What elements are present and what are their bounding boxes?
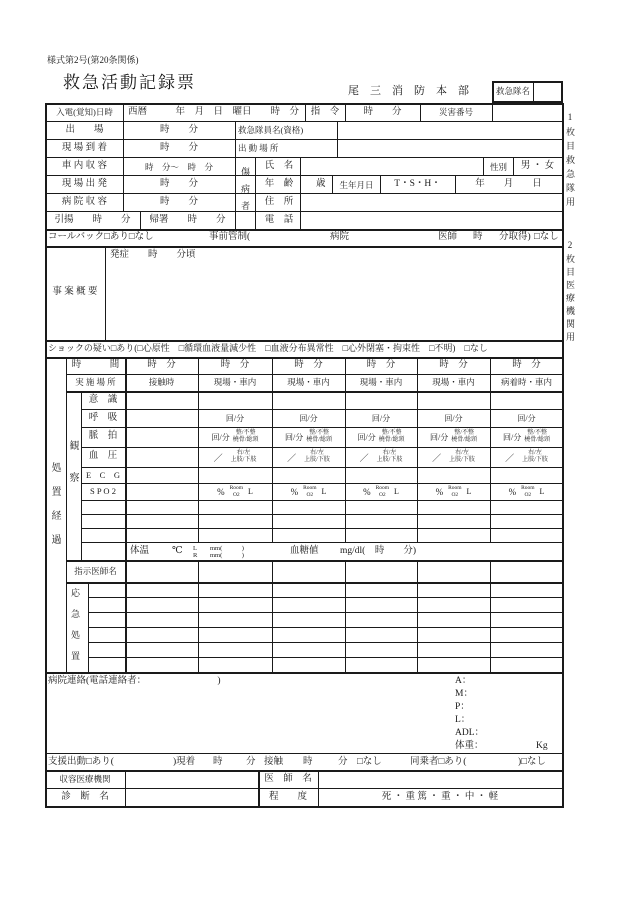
respiration-row-label: 呼 吸	[88, 413, 118, 423]
spo2-liters: L	[539, 487, 545, 496]
glucose-label: 血糖値	[290, 546, 319, 556]
spo2-o2: O2	[524, 491, 532, 498]
vitals-place-col5: 現場・車内	[432, 377, 475, 387]
hospital-arrival-label: 病 院 収 容	[61, 197, 108, 207]
bp-row-label: 血 圧	[88, 451, 118, 461]
grid-line	[88, 627, 564, 628]
grid-line	[345, 560, 346, 672]
pulse-regularity: 整/不整	[309, 430, 329, 437]
spo2-room: Room	[375, 485, 390, 492]
grid-line	[45, 806, 564, 808]
onset-time-field: 発症 時 分頃	[110, 250, 196, 260]
bp-slash: ／	[287, 452, 297, 463]
spo2-room: Room	[448, 485, 462, 492]
pulse-regularity: 整/不整	[527, 430, 547, 437]
call-time-label: 入電(覚知)日時	[56, 107, 113, 117]
resp-unit-col2: 回/分	[225, 414, 245, 423]
grid-line	[45, 103, 47, 808]
temperature-unit: ℃	[172, 546, 183, 556]
pulse-row-label: 脈 拍	[88, 431, 118, 441]
pulse-cell-col3	[272, 427, 345, 447]
grid-line	[533, 81, 534, 103]
grid-line	[88, 657, 564, 658]
hospital-arrival-time-field: 時 分	[159, 197, 198, 207]
grid-line	[45, 340, 564, 342]
grid-line	[81, 528, 564, 529]
weight-unit: Kg	[536, 741, 548, 751]
command-label: 指 令	[310, 107, 340, 117]
page-title: 救急活動記録票	[63, 73, 196, 92]
grid-line	[45, 229, 564, 231]
bp-slash: ／	[432, 452, 442, 463]
support-contact-minute: 分	[338, 757, 348, 767]
patient-era-field: T・S・H・	[394, 179, 441, 189]
margin-note-copy1: 1枚目救急隊用	[565, 112, 575, 211]
grid-line	[81, 542, 564, 543]
grid-line	[198, 560, 199, 672]
bp-side: 右/左	[528, 450, 542, 457]
patient-sex-options: 男 ・ 女	[520, 161, 555, 171]
contact-m-label: M：	[455, 689, 473, 699]
vitals-time-col6: 時 分	[512, 360, 541, 370]
support-none-checkbox: □なし	[357, 757, 382, 767]
first-aid-label: 応急処置	[70, 588, 80, 672]
glucose-unit: mg/dl( 時 分)	[340, 546, 416, 556]
grid-line	[125, 770, 126, 806]
precontrol-label: 事前管制(	[209, 232, 251, 242]
bp-cell-col2	[198, 447, 272, 467]
spo2-liters: L	[466, 487, 472, 496]
observation-label: 観察	[67, 440, 78, 504]
pulse-unit: 回/分	[285, 432, 304, 442]
support-contact-label: 接触	[264, 757, 284, 767]
spo2-liters: L	[248, 487, 253, 496]
pulse-unit: 回/分	[503, 432, 522, 442]
vitals-place-col2: 現場・車内	[213, 377, 257, 387]
vitals-time-label: 時 間	[71, 360, 120, 370]
grid-line	[81, 500, 564, 501]
bp-side: 右/左	[382, 450, 397, 457]
bp-cell-col6	[490, 447, 563, 467]
grid-line	[66, 357, 67, 672]
pulse-site: 橈骨/総頸	[524, 437, 550, 443]
temp-mm2: mm( )	[210, 552, 244, 560]
temp-mm-stack	[210, 545, 244, 559]
patient-sex-label: 性別	[489, 162, 507, 172]
temp-mm1: mm( )	[210, 545, 244, 552]
resp-unit-col4: 回/分	[371, 414, 391, 423]
grid-line	[337, 121, 338, 157]
grid-line	[105, 246, 106, 340]
spo2-liters: L	[394, 487, 399, 496]
vitals-place-col1: 接触時	[148, 377, 175, 387]
disaster-number-label: 災害番号	[438, 107, 473, 117]
bp-slash: ／	[213, 452, 223, 463]
grid-line	[88, 642, 564, 643]
spo2-percent: %	[435, 486, 444, 497]
grid-line	[45, 770, 564, 772]
call-datetime-field: 西暦 年 月 日 曜日 時 分	[128, 107, 300, 117]
bp-slash: ／	[359, 452, 369, 463]
grid-line	[45, 357, 564, 359]
patient-age-unit: 歳	[316, 179, 326, 189]
pulse-unit: 回/分	[357, 432, 376, 442]
spo2-room: Room	[521, 485, 535, 492]
patient-birth-label: 生年月日	[339, 180, 374, 190]
spo2-o2: O2	[232, 491, 240, 498]
withdraw-time-field: 引揚 時 分	[54, 215, 131, 225]
spo2-percent: %	[508, 486, 517, 497]
grid-line	[81, 409, 564, 410]
grid-line	[300, 157, 301, 229]
bp-cell-col5	[417, 447, 490, 467]
pulse-site: 橈骨/総頸	[451, 437, 477, 443]
scene-arrival-time-field: 時 分	[159, 143, 198, 153]
pulse-site: 橈骨/総頸	[232, 437, 259, 443]
grid-line	[123, 103, 124, 211]
grid-line	[255, 157, 256, 229]
grid-line	[235, 121, 236, 229]
pulse-cell-col6	[490, 427, 563, 447]
bp-side: 右/左	[310, 450, 324, 457]
patient-address-label: 住 所	[264, 197, 294, 207]
patient-ymd-field: 年 月 日	[475, 179, 542, 189]
resp-unit-col5: 回/分	[444, 414, 463, 423]
precontrol-doctor-label: 医師	[438, 232, 458, 242]
support-dispatch-checkbox: 支援出動□あり(	[48, 757, 114, 767]
bp-limb: 上肢/下肢	[230, 457, 257, 463]
spo2-cell-col5	[417, 483, 490, 500]
temp-left: L	[193, 545, 197, 552]
spo2-o2: O2	[378, 491, 386, 498]
hospital-contact-label: 病院連絡(電話連絡者： )	[48, 676, 221, 686]
bp-limb: 上肢/下肢	[449, 457, 475, 463]
contact-adl-label: ADL：	[455, 728, 485, 738]
grid-line	[272, 560, 273, 672]
dispatch-label: 出 場	[65, 125, 104, 135]
vitals-place-col6: 病着時・車内	[500, 377, 552, 387]
spo2-liters: L	[321, 487, 327, 496]
pulse-regularity: 整/不整	[235, 430, 256, 437]
spo2-percent: %	[290, 486, 299, 497]
pulse-cell-col5	[417, 427, 490, 447]
hq-name: 尾 三 消 防 本 部	[348, 85, 469, 97]
weight-label: 体重：	[455, 741, 484, 751]
grid-line	[81, 467, 564, 468]
pulse-cell-col4	[345, 427, 417, 447]
spo2-percent: %	[363, 486, 371, 497]
grid-line	[81, 514, 564, 515]
passenger-none-checkbox: )□なし	[518, 757, 546, 767]
dispatch-time-field: 時 分	[159, 125, 198, 135]
severity-options: 死 ・ 重 篤 ・ 重 ・ 中 ・ 軽	[381, 792, 499, 802]
return-time-field: 帰署 時 分	[149, 215, 226, 225]
grid-line	[490, 560, 491, 672]
grid-line	[417, 560, 418, 672]
bp-side: 右/左	[455, 450, 469, 457]
spo2-o2: O2	[451, 491, 459, 498]
case-summary-label: 事 案 概 要	[52, 287, 98, 297]
grid-line	[45, 753, 564, 754]
spo2-percent: %	[217, 486, 225, 497]
patient-name-label: 氏 名	[264, 161, 294, 171]
support-arrival-label: )現着	[173, 757, 196, 767]
scene-departure-label: 現 場 出 発	[61, 179, 108, 189]
grid-line	[125, 357, 127, 672]
resp-unit-col3: 回/分	[299, 414, 318, 423]
pulse-regularity: 整/不整	[454, 430, 474, 437]
crew-name-label: 救急隊員名(資格)	[238, 125, 304, 135]
pulse-regularity: 整/不整	[381, 430, 402, 437]
ecg-row-label: E C G	[85, 470, 120, 480]
callback-checkboxes: コールバック□あり□なし	[48, 232, 154, 242]
spo2-room: Room	[229, 485, 244, 492]
passenger-checkbox: 同乗者□あり(	[410, 757, 467, 767]
pulse-unit: 回/分	[430, 432, 449, 442]
consciousness-row-label: 意 識	[88, 395, 118, 405]
spo2-cell-col2	[198, 483, 272, 500]
bp-side: 右/左	[236, 450, 251, 457]
spo2-room: Room	[303, 485, 317, 492]
vitals-place-col4: 現場・車内	[359, 377, 403, 387]
support-arrival-hour: 時	[213, 757, 223, 767]
contact-l-label: L：	[455, 715, 471, 725]
bp-slash: ／	[505, 452, 515, 463]
car-loading-time-field: 時 分～ 時 分	[144, 162, 213, 172]
dispatch-place-label: 出 動 場 所	[238, 143, 279, 153]
vitals-time-col2: 時 分	[220, 360, 250, 370]
receiving-facility-label: 収容医療機関	[59, 774, 111, 784]
pulse-cell-col2	[198, 427, 272, 447]
resp-unit-col6: 回/分	[517, 414, 536, 423]
precontrol-none-checkbox: □なし	[534, 232, 559, 242]
contact-p-label: P：	[455, 702, 470, 712]
diagnosis-label: 診 断 名	[61, 792, 109, 802]
precontrol-hospital-label: 病院	[330, 232, 350, 242]
instructing-doctor-label: 指示医師名	[74, 566, 117, 576]
patient-side-label: 傷病者	[240, 167, 250, 218]
pulse-site: 橈骨/総頸	[306, 437, 332, 443]
vitals-place-col3: 現場・車内	[287, 377, 330, 387]
grid-line	[88, 612, 564, 613]
support-contact-hour: 時	[303, 757, 313, 767]
bp-limb: 上肢/下肢	[522, 457, 548, 463]
grid-line	[45, 672, 564, 674]
car-loading-label: 車 内 収 容	[61, 161, 108, 171]
patient-tel-label: 電 話	[264, 215, 294, 225]
bp-cell-col3	[272, 447, 345, 467]
grid-line	[88, 597, 564, 598]
doctor-name-label: 医 師 名	[264, 774, 312, 784]
vitals-time-col1: 時 分	[147, 360, 176, 370]
margin-note-copy2: 2枚目医療機関用	[565, 240, 575, 345]
support-arrival-minute: 分	[246, 757, 256, 767]
contact-a-label: A：	[455, 676, 472, 686]
scene-departure-time-field: 時 分	[159, 179, 198, 189]
vitals-time-col3: 時 分	[294, 360, 323, 370]
bp-limb: 上肢/下肢	[304, 457, 330, 463]
team-name-label: 救急隊名	[495, 86, 530, 96]
precontrol-minute-label: 分取得)	[499, 232, 531, 242]
spo2-cell-col6	[490, 483, 563, 500]
form-number: 様式第2号(第20条関係)	[47, 55, 139, 65]
pulse-unit: 回/分	[211, 432, 230, 442]
bp-limb: 上肢/下肢	[376, 457, 403, 463]
pulse-site: 橈骨/総頸	[378, 437, 405, 443]
precontrol-hour-label: 時	[473, 232, 483, 242]
grid-line	[45, 788, 564, 789]
grid-line	[45, 211, 564, 212]
spo2-row-label: S P O 2	[90, 486, 116, 496]
spo2-cell-col4	[345, 483, 417, 500]
temp-lr-stack	[193, 545, 197, 559]
grid-line	[45, 246, 564, 248]
command-time-field: 時 分	[363, 107, 402, 117]
patient-age-label: 年 齢	[264, 179, 294, 189]
vitals-time-col5: 時 分	[439, 360, 468, 370]
severity-label: 程 度	[268, 792, 307, 802]
treatment-course-label: 処置経過	[49, 462, 60, 558]
vitals-place-label: 実 施 場 所	[75, 377, 116, 387]
temp-right: R	[193, 552, 198, 560]
spo2-o2: O2	[306, 491, 314, 498]
spo2-cell-col3	[272, 483, 345, 500]
temperature-label: 体温	[130, 546, 150, 556]
vitals-time-col4: 時 分	[366, 360, 396, 370]
bp-cell-col4	[345, 447, 417, 467]
scene-arrival-label: 現 場 到 着	[61, 143, 108, 153]
grid-line	[88, 582, 89, 672]
grid-line	[492, 103, 493, 121]
shock-checkboxes: ショックの疑い□あり(□心原性 □循環血液量減少性 □血液分布異常性 □心外閉塞・拘束性 □不明) □なし	[48, 343, 488, 353]
